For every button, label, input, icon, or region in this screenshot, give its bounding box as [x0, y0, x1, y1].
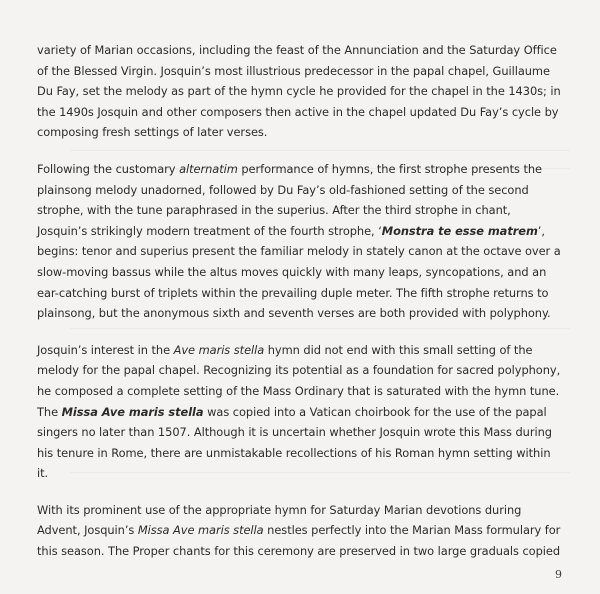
text-run: ’, begins: tenor and superius present the familiar melody in stately canon at the octave over a slow-moving bassus while the altus moves quickly with many leaps, syncopations, and an ear-catching burst of triplets within the prevailing duple meter. The fifth strophe returns to plainsong, but the anonymous sixth and seventh verses are both provided with polyphony.: [37, 223, 561, 321]
bold-italic-title: [62, 405, 204, 419]
italic-title: Ave maris stella: [173, 342, 265, 357]
text-run: Josquin’s interest in the: [37, 342, 174, 357]
text-run: nestles perfectly into the Marian Mass formulary for this season. The Proper chants for this ceremony are preserved in two large graduals copied: [37, 523, 561, 559]
bold-italic-title-text: Monstra te esse matrem: [381, 223, 538, 238]
text-run: was copied into a Vatican choirbook for the use of the papal singers no later than 1507. Although it is uncertain whether Josquin wrote this Mass during his tenure in Rome, there are unmistakable recollections of his Roman hymn setting within it.: [37, 404, 552, 481]
bold-italic-title: [382, 224, 538, 238]
text-run: Following the customary: [37, 161, 180, 176]
paragraph: [37, 40, 563, 143]
text-run: performance of hymns, the first strophe presents the plainsong melody unadorned, followed by Du Fay’s old-fashioned setting of the second strophe, with the tune paraphrased in the superius. After the third strophe in chant, Josquin’s strikingly modern treatment of the fourth strophe, ‘: [37, 161, 543, 238]
text-run: With its prominent use of the appropriate hymn for Saturday Marian devotions during Advent, Josquin’s: [37, 502, 522, 538]
body-text: [37, 40, 563, 578]
italic-title: Missa Ave maris stella: [137, 523, 264, 538]
text-run: hymn did not end with this small setting of the melody for the papal chapel. Recognizing its potential as a foundation for sacred polyphony, he composed a complete setting of the Mass Ordinary that is saturated with the hymn tune. The: [37, 342, 561, 419]
paragraph: [37, 340, 563, 484]
bold-italic-title-text: Missa Ave maris stella: [61, 404, 204, 419]
paragraph: [37, 159, 563, 324]
italic-title: alternatim: [179, 161, 238, 176]
text-run: variety of Marian occasions, including the feast of the Annunciation and the Saturday Office of the Blessed Virgin. Josquin’s most illustrious predecessor in the papal chapel, Guillaume Du Fay, set the melody as part of the hymn cycle he provided for the chapel in the 1430s; in the 1490s Josquin and other composers then active in the chapel updated Du Fay’s cycle by composing fresh settings of later verses.: [37, 43, 561, 140]
paragraph: [37, 500, 563, 562]
page-number: 9: [555, 568, 562, 581]
